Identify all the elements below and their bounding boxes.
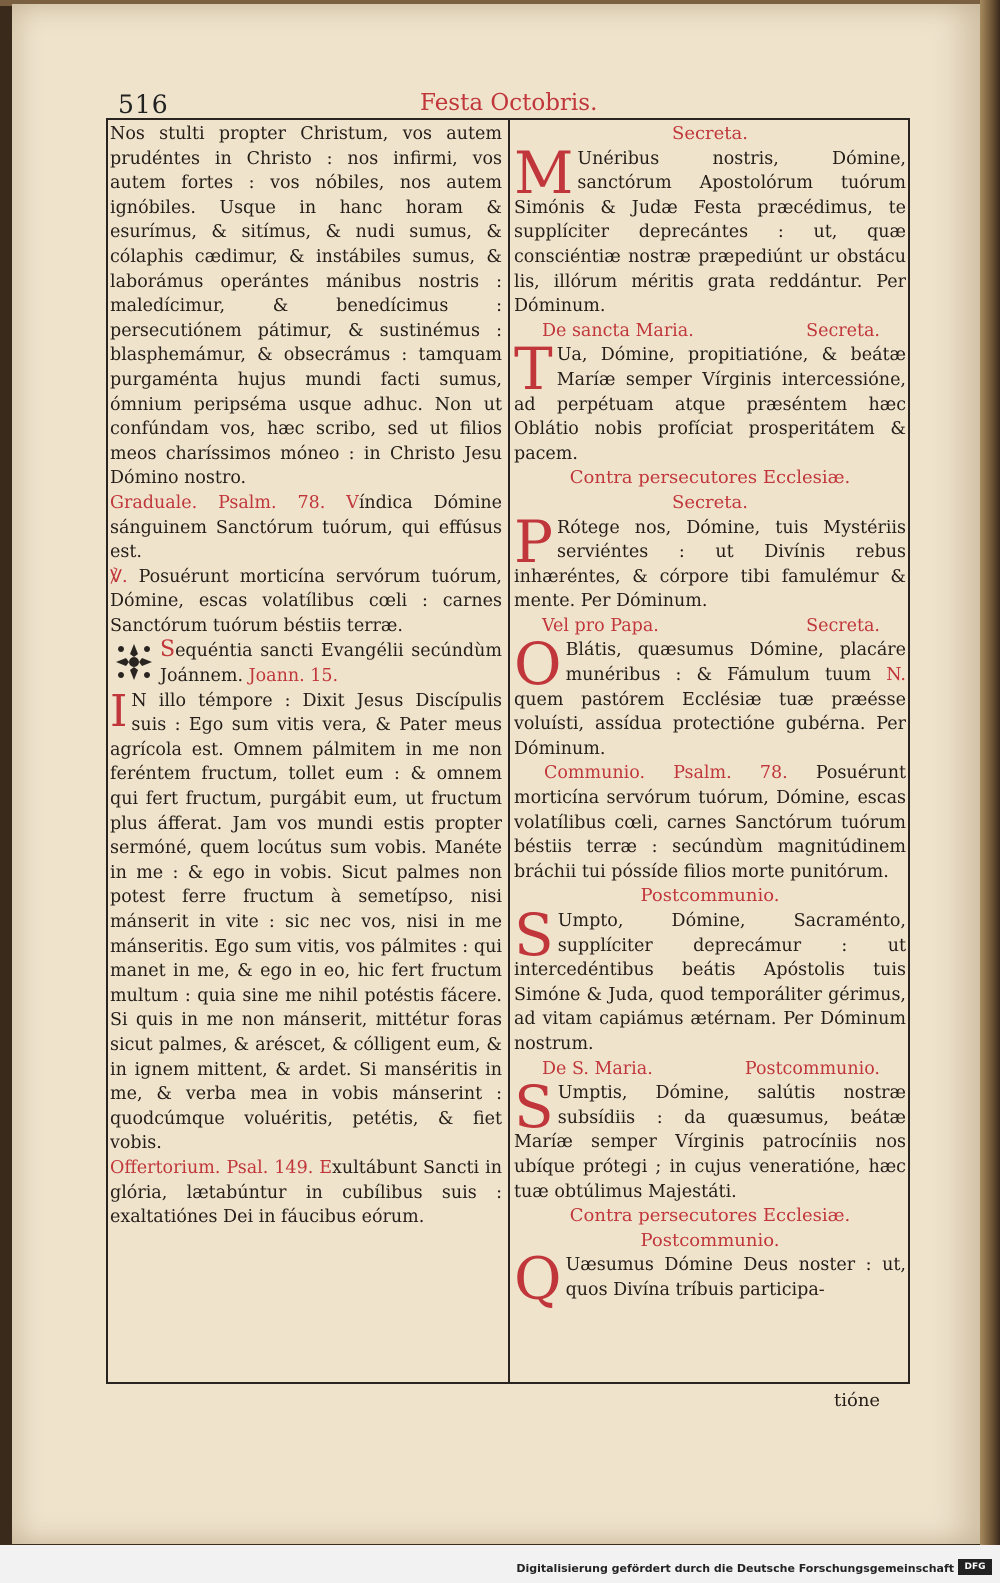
- footer-credit: Digitalisierung gefördert durch die Deutsche Forschungsgemeinschaft: [516, 1562, 954, 1575]
- dfg-logo: DFG: [958, 1559, 992, 1575]
- right-column: [514, 122, 906, 1380]
- papa-text-a: Blátis, quæsumus Dómine, placáre munéribus : & Fámulum tuum: [565, 640, 906, 686]
- smaria-header: [514, 1057, 906, 1082]
- papa-secreta: [514, 630, 906, 761]
- papa-secreta-title: Secreta.: [806, 615, 880, 636]
- papa-label: Vel pro Papa.: [542, 615, 659, 636]
- smaria-initial: S: [514, 1073, 554, 1142]
- graduale-label: Graduale. Psalm. 78.: [110, 492, 326, 513]
- secreta-initial: M: [514, 138, 574, 207]
- gospel-intro-text: equéntia sancti Evangélii secúndùm Joánnem.: [160, 641, 502, 687]
- maria-secreta-title: Secreta.: [806, 320, 880, 341]
- q-text: Uæsumus Dómine Deus noster : ut, quos Divína tríbuis participa-: [565, 1255, 906, 1300]
- papa-initial: O: [514, 630, 562, 699]
- communio-text: Posuérunt morticína servórum tuórum, Dómine, escas volatílibus cœli, carnes Sanctórum tuórum béstiis terræ : secúndùm magnitúdinem bráchii tui póssíde filios morte punitórum.: [514, 763, 906, 882]
- contra2-label: Contra persecutores Ecclesiæ.: [569, 1205, 851, 1227]
- offertorium-initial: E: [319, 1157, 333, 1178]
- post-initial: S: [514, 901, 554, 969]
- smaria-label: De S. Maria.: [542, 1058, 653, 1079]
- versicle-sign: ℣.: [110, 566, 128, 587]
- maria-text: Ua, Dómine, propitiatióne, & beátæ Maríæ semper Vírginis intercessióne, ad perpétuam atque præséntem hæc Oblátio nobis profíciat prosperitátem & pacem.: [514, 345, 906, 464]
- cross-ornament-icon: [114, 642, 154, 682]
- communio: [514, 761, 906, 884]
- contra-secreta: [514, 507, 906, 614]
- graduale-text: índica Dómine sánguinem Sanctórum tuórum, qui effúsus est.: [110, 492, 502, 563]
- post-text: Umpto, Dómine, Sacraménto, supplíciter deprecámur : ut intercedéntibus beátis Apóstolis tuis Simóne & Juda, quod temporáliter gérimus, ad vitam capiámus ætérnam. Per Dóminum nostrum.: [514, 911, 906, 1054]
- contra-secreta-title: Secreta.: [671, 491, 748, 513]
- graduale-initial: V: [346, 492, 359, 513]
- papa-n: N.: [886, 665, 906, 686]
- versicle-text: Posuérunt morticína servórum tuórum, Dómine, escas volatílibus cœli : carnes Sanctórum tuórum béstiis terræ.: [110, 566, 502, 636]
- catchword: tióne: [834, 1390, 881, 1411]
- postcommunio-title: Postcommunio.: [640, 885, 780, 907]
- smaria-text: Umptis, Dómine, salútis nostræ subsídiis : da quæsumus, beátæ Maríæ semper Vírginis patrocíniis nos ubíque prótegi ; in cujus veneratióne, hæc tuæ obtúlimus Majestáti.: [514, 1083, 906, 1202]
- maria-secreta: [514, 335, 906, 466]
- book-page-edges: [980, 0, 1000, 1545]
- column-divider: [508, 118, 510, 1382]
- gospel-intro-initial: S: [160, 638, 176, 663]
- q-initial: Q: [514, 1245, 562, 1314]
- gospel: [110, 685, 502, 1156]
- gospel-reference: Joann. 15.: [248, 666, 339, 687]
- papa-text-b: quem pastórem Ecclésiæ tuæ præésse voluísti, assídua protectióne gubérna. Per Dóminum.: [514, 689, 906, 759]
- papa-header: [514, 614, 906, 639]
- maria-label: De sancta Maria.: [542, 320, 694, 341]
- versicle: [110, 565, 502, 639]
- maria-header: [514, 319, 906, 344]
- contra2-post-title: Postcommunio.: [640, 1229, 780, 1251]
- smaria-postcommunio: [514, 1073, 906, 1204]
- maria-initial: T: [514, 335, 553, 404]
- offertorium-text: xultábunt Sancti in glória, lætabúntur in cubílibus suis : exaltatiónes Dei in fáucibus eórum.: [110, 1157, 502, 1228]
- smaria-post-title: Postcommunio.: [744, 1058, 880, 1079]
- left-column: [110, 122, 502, 1380]
- graduale: [110, 491, 502, 565]
- offertorium: [110, 1156, 502, 1230]
- secreta-text: Unéribus nostris, Dómine, sanctórum Apostolórum tuórum Simónis & Judæ Festa præcédimus, te supplíciter deprecántes : ut, quæ consciéntiæ nostræ præpediúnt ur obstácu lis, illórum méritis grata reddántur. Per Dóminum.: [514, 148, 906, 317]
- running-head: Festa Octobris.: [420, 90, 598, 116]
- communio-label: Communio. Psalm. 78.: [544, 763, 788, 784]
- gospel-intro: [110, 638, 502, 688]
- offertorium-label: Offertorium. Psal. 149.: [110, 1157, 314, 1178]
- contra-text: Rótege nos, Dómine, tuis Mystériis serviéntes : ut Divínis rebus inhæréntes, & córpore tibi famulémur & mente. Per Dóminum.: [514, 517, 906, 612]
- gospel-text: N illo témpore : Dixit Jesus Discípulis suis : Ego sum vitis vera, & Pater meus agrícola est. Omnem pálmitem in me non feréntem fructum, tollet eum : & omnem qui fert fructum, purgábit eum, ut fructum plus áfferat. Jam vos mundi estis propter sermóné, quem locútus sum vobis. Manéte in me : & ego in vobis. Sicut palmes non potest ferre fructum à semetípso, nisi mánserit in vite : sic nec vos, nisi in me mánseritis. Ego sum vitis, vos pálmites : qui manet in me, & ego in eo, hic fert fructum multum : quia sine me nihil potéstis fácere. Si quis in me non mánserit, mittétur foras sicut palmes, & aréscet, & cólligent eum, & in ignem mittent, & ardet. Si manséritis in me, & verba mea in vobis mánserint : quodcúmque voluéritis, petétis, & fiet vobis.: [110, 690, 502, 1154]
- page-number: 516: [118, 90, 169, 119]
- secreta: [514, 138, 906, 319]
- contra2-postcommunio: [514, 1245, 906, 1314]
- secreta-title: Secreta.: [671, 123, 748, 144]
- contra-label: Contra persecutores Ecclesiæ.: [569, 467, 851, 489]
- epistle-text: Nos stulti propter Christum, vos autem prudéntes in Christo : nos infirmi, vos autem fortes : vos nóbiles, nos autem ignóbiles. Usque in hanc horam & esurímus, & sitímus, & nudi sumus, & cólaphis cædimur, & instábiles sumus, & laborámus operántes mánibus nostris : maledícimur, & benedícimus : persecutiónem pátimur, & sustinémus : blasphemámur, & obsecrámus : tamquam purgaménta hujus mundi facti sumus, ómnium peripséma usque adhuc. Non ut confúndam vos, hæc scribo, sed ut filios meos charíssimos móneo : in Christo Jesu Dómino nostro.: [110, 124, 502, 489]
- contra-initial: P: [514, 507, 554, 576]
- postcommunio: [514, 901, 906, 1057]
- gospel-initial: I: [110, 685, 128, 737]
